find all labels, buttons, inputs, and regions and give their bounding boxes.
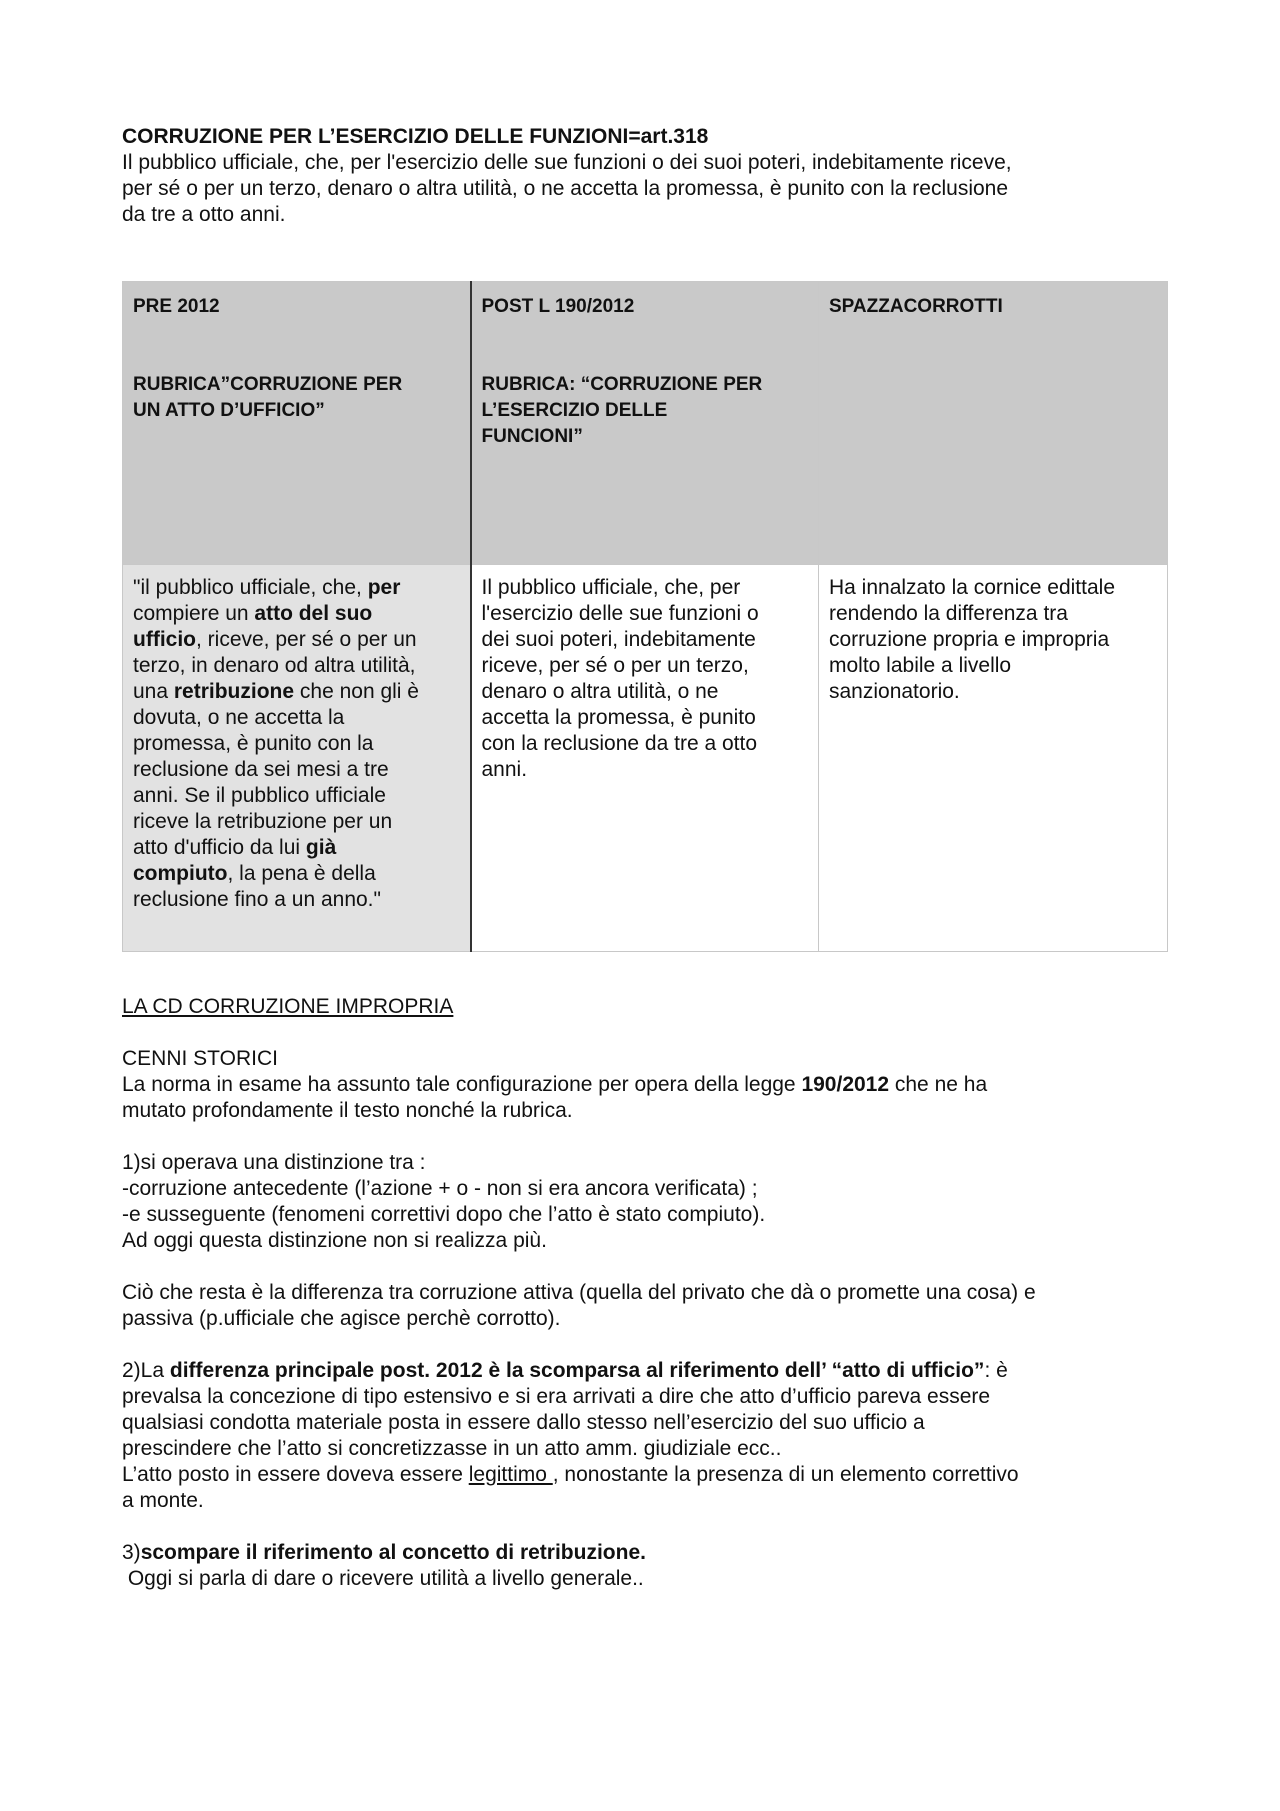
intro-line: Il pubblico ufficiale, che, per l'esercizio delle sue funzioni o dei suoi poteri, indebitamente riceve, bbox=[122, 151, 1012, 174]
cell-bold: ufficio bbox=[133, 628, 196, 651]
point2-line: a monte. bbox=[122, 1489, 204, 1512]
header-rubrica: RUBRICA”CORRUZIONE PER bbox=[133, 374, 403, 395]
header-pre-2012 bbox=[123, 282, 471, 565]
point2-line: prevalsa la concezione di tipo estensivo e si era arrivati a dire che atto d’ufficio pareva essere bbox=[122, 1385, 991, 1408]
header-post-2012 bbox=[471, 282, 819, 565]
text: che ne ha bbox=[889, 1073, 988, 1096]
cell-text: con la reclusione da tre a otto bbox=[481, 732, 758, 755]
cell-text: riceve, per sé o per un terzo, bbox=[481, 654, 749, 677]
cell-text: atto d'ufficio da lui bbox=[133, 836, 306, 859]
header-label: POST L 190/2012 bbox=[481, 296, 635, 317]
cell-text: accetta la promessa, è punito bbox=[481, 706, 756, 729]
section-heading: LA CD CORRUZIONE IMPROPRIA bbox=[122, 995, 454, 1018]
cell-text: dei suoi poteri, indebitamente bbox=[481, 628, 756, 651]
text: 3) bbox=[122, 1541, 141, 1564]
comparison-table bbox=[122, 281, 1168, 952]
point2-line: prescindere che l’atto si concretizzasse in un atto amm. giudiziale ecc.. bbox=[122, 1437, 782, 1460]
cell-text: denaro o altra utilità, o ne bbox=[481, 680, 719, 703]
text: L’atto posto in essere doveva essere bbox=[122, 1463, 469, 1486]
page-title: CORRUZIONE PER L’ESERCIZIO DELLE FUNZIONI=art.318 bbox=[122, 125, 709, 148]
table-header-row bbox=[123, 282, 1168, 565]
cell-text: una bbox=[133, 680, 174, 703]
header-rubrica: RUBRICA: “CORRUZIONE PER bbox=[481, 374, 763, 395]
header-rubrica: UN ATTO D’UFFICIO” bbox=[133, 400, 325, 421]
cell-text: Ha innalzato la cornice edittale bbox=[829, 576, 1116, 599]
point2-line bbox=[122, 1462, 1182, 1488]
cell-text: reclusione fino a un anno." bbox=[133, 888, 381, 911]
point2-line: qualsiasi condotta materiale posta in essere dallo stesso nell’esercizio del suo ufficio a bbox=[122, 1411, 925, 1434]
cell-text: , riceve, per sé o per un bbox=[196, 628, 417, 651]
cell-text: Il pubblico ufficiale, che, per bbox=[481, 576, 741, 599]
bold-text: scompare il riferimento al concetto di retribuzione. bbox=[140, 1541, 646, 1564]
cell-bold: retribuzione bbox=[173, 680, 295, 703]
cell-bold: già bbox=[305, 836, 337, 859]
cell-text: dovuta, o ne accetta la bbox=[133, 706, 345, 729]
cell-text: anni. bbox=[481, 758, 528, 781]
cell-text: promessa, è punito con la bbox=[133, 732, 374, 755]
cell-text: reclusione da sei mesi a tre bbox=[133, 758, 389, 781]
cell-spazzacorrotti bbox=[819, 565, 1168, 952]
point1-line: -e susseguente (fenomeni correttivi dopo che l’atto è stato compiuto). bbox=[122, 1203, 766, 1226]
cell-bold: compiuto bbox=[133, 862, 228, 885]
cell-text: riceve la retribuzione per un bbox=[133, 810, 393, 833]
text: : è bbox=[984, 1359, 1008, 1382]
intro-line: per sé o per un terzo, denaro o altra utilità, o ne accetta la promessa, è punito con la reclusione bbox=[122, 177, 1009, 200]
cell-text: compiere un bbox=[133, 602, 255, 625]
bold-text: 190/2012 bbox=[801, 1073, 890, 1096]
header-spazzacorrotti bbox=[819, 282, 1168, 565]
bold-text: differenza principale post. 2012 è la scomparsa al riferimento dell’ “atto di ufficio” bbox=[169, 1359, 985, 1382]
intro-block bbox=[122, 124, 1172, 228]
cell-text: terzo, in denaro od altra utilità, bbox=[133, 654, 416, 677]
point1-line: 1)si operava una distinzione tra : bbox=[122, 1151, 426, 1174]
cell-bold: atto del suo bbox=[254, 602, 373, 625]
text: 2)La bbox=[122, 1359, 170, 1382]
point2-line bbox=[122, 1358, 1182, 1384]
cenni-line: mutato profondamente il testo nonché la rubrica. bbox=[122, 1099, 573, 1122]
lower-section bbox=[122, 994, 1182, 1592]
underlined-text: legittimo bbox=[468, 1463, 553, 1486]
text: , nonostante la presenza di un elemento correttivo bbox=[552, 1463, 1019, 1486]
cell-text: corruzione propria e impropria bbox=[829, 628, 1110, 651]
point3-line bbox=[122, 1540, 1182, 1566]
cell-bold: per bbox=[367, 576, 401, 599]
cell-text: "il pubblico ufficiale, che, bbox=[133, 576, 368, 599]
attiva-line: Ciò che resta è la differenza tra corruzione attiva (quella del privato che dà o promette una cosa) e bbox=[122, 1281, 1036, 1304]
point3-line: Oggi si parla di dare o ricevere utilità a livello generale.. bbox=[122, 1567, 644, 1590]
header-label: PRE 2012 bbox=[133, 296, 220, 317]
cenni-line bbox=[122, 1072, 1182, 1098]
header-rubrica: FUNCIONI” bbox=[481, 426, 583, 447]
attiva-line: passiva (p.ufficiale che agisce perchè corrotto). bbox=[122, 1307, 561, 1330]
cell-text: che non gli è bbox=[294, 680, 419, 703]
header-label: SPAZZACORROTTI bbox=[829, 296, 1003, 317]
cell-pre-2012 bbox=[123, 565, 471, 952]
cenni-heading: CENNI STORICI bbox=[122, 1047, 278, 1070]
cell-text: , la pena è della bbox=[227, 862, 376, 885]
point1-line: -corruzione antecedente (l’azione + o - non si era ancora verificata) ; bbox=[122, 1177, 758, 1200]
header-rubrica: L’ESERCIZIO DELLE bbox=[481, 400, 668, 421]
cell-post-2012 bbox=[471, 565, 819, 952]
table-body-row bbox=[123, 565, 1168, 952]
cell-text: molto labile a livello bbox=[829, 654, 1012, 677]
intro-line: da tre a otto anni. bbox=[122, 203, 286, 226]
point1-line: Ad oggi questa distinzione non si realizza più. bbox=[122, 1229, 547, 1252]
text: La norma in esame ha assunto tale configurazione per opera della legge bbox=[122, 1073, 802, 1096]
cell-text: sanzionatorio. bbox=[829, 680, 960, 703]
cell-text: l'esercizio delle sue funzioni o bbox=[481, 602, 759, 625]
cell-text: anni. Se il pubblico ufficiale bbox=[133, 784, 386, 807]
cell-text: rendendo la differenza tra bbox=[829, 602, 1068, 625]
